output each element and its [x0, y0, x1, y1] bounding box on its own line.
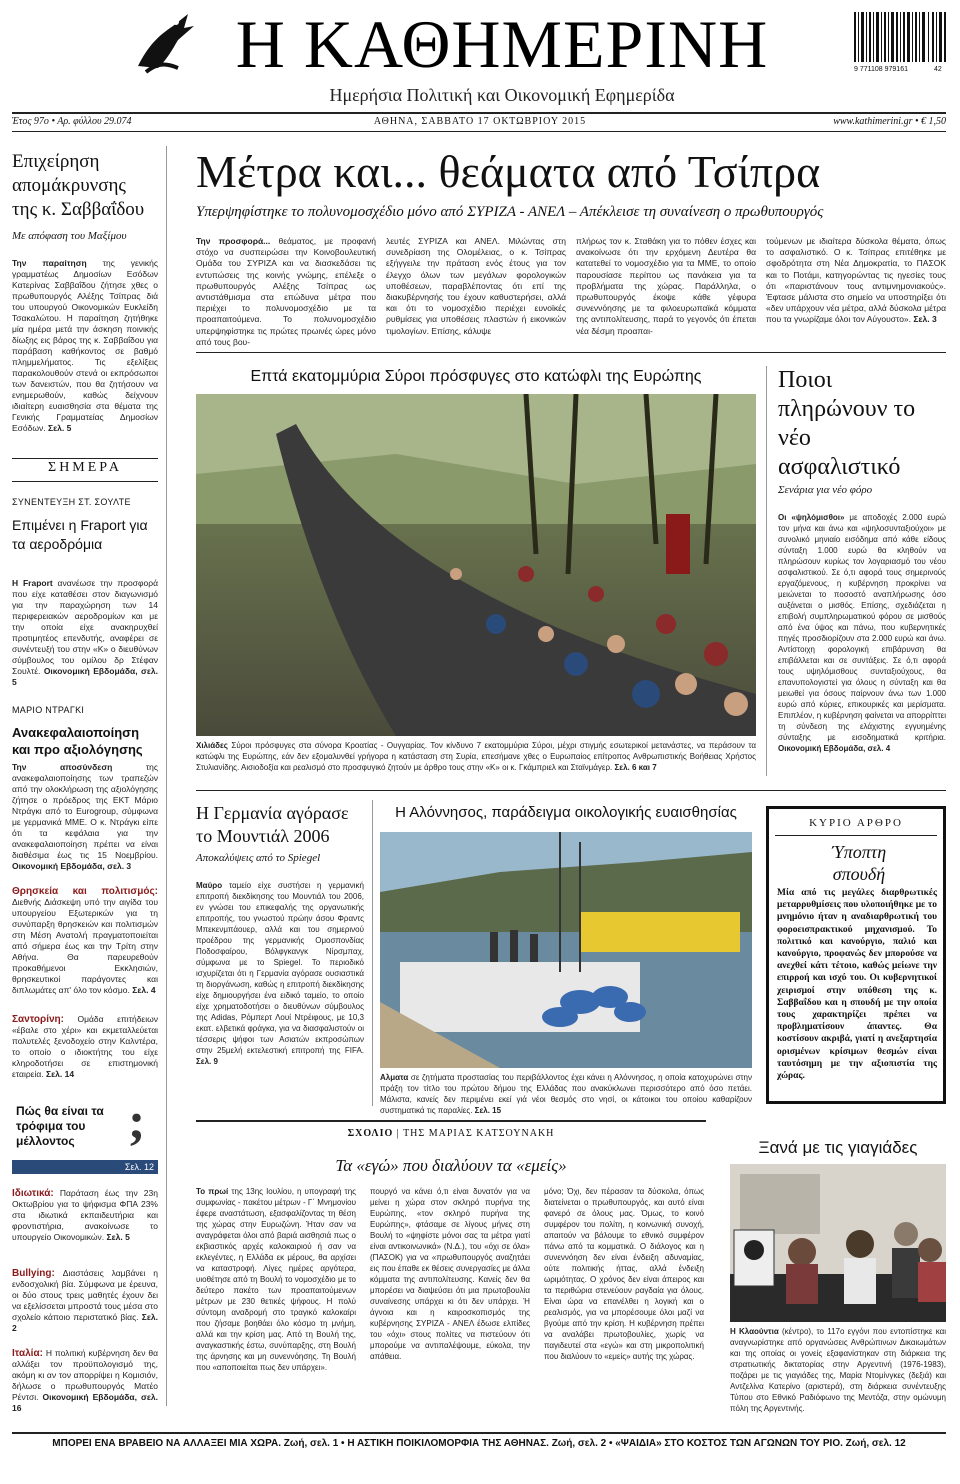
alonissos-caption — [380, 1072, 752, 1116]
comment-leadword: Το πρωί — [196, 1187, 229, 1196]
issue-number: Αρ. φύλλου 29.074 — [57, 116, 132, 127]
lb-bullet-2-text: Διαστάσεις λαμβάνει η ενδοσχολική βία. Σύμφωνα με έρευνα, οι δύο στους τρεις μαθητές έχουν δει να εξελίσσεται μπροστά τους μέσα στο σχολείο κάποιο περιστατικό βίας. — [12, 1268, 158, 1322]
today-item-2-lead: Την αποσύνδεση — [12, 762, 113, 772]
today-item-1-kicker: ΣΥΝΕΝΤΕΥΞΗ ΣΤ. ΣΟΥΛΤΕ — [12, 497, 131, 507]
germany-deck: Αποκαλύψεις από το Spiegel — [196, 852, 321, 864]
today-item-1-ref[interactable]: Οικονομική Εβδομάδα, σελ. 5 — [12, 666, 158, 687]
alonissos-caption-lead: Αλματα — [380, 1073, 409, 1082]
comment-col-3: μόνο; Όχι, δεν πέρασαν τα δύσκολα, όπως διατείνεται ο πρωθυπουργός, και αυτό είναι φανερό σε όλους μας. Όμως, το κοινό συμφέρον του πολίτη, η κοινωνική συνοχή, απαιτούν να βάλουμε το εθνικό συμφέρον πάνω από τα κομματικά. Ο διάλογος και η συνεννόηση δεν είναι ένδειξη αδυναμίας, ούτε πολιτικής ήττας, αλλά ένδειξη ωριμότητας. Ο χρόνος δεν είναι άπειρος και τα περιθώρια στενεύουν ραγδαία για όλους. Είναι ώρα να επανέλθει η λογική και ο ρεαλισμός, για να μπορέσουμε όλοι μαζί να βγούμε από την κρίση. Η κυβέρνηση πρέπει να αναλάβει πρωτοβουλίες, χωρίς να παγιδευτεί στα «εγώ» και στη μικροπολιτική που διαλύουν το «εμείς» αυτής της χώρας. — [544, 1187, 704, 1361]
masthead-subtitle: Ημερήσια Πολιτική και Οικονομική Εφημερίδα — [329, 85, 675, 105]
lb-bullet-2-title: Bullying: — [12, 1268, 55, 1279]
bullet-2-text: Ομάδα επιτήδειων «έβαλε στο χέρι» και εκμεταλλεύεται πολυτελές ξενοδοχείο στην Καλντέρα, το οποίο ο ιδιοκτήτης του είχε κληροδοτήσει σε επιστημονική εταιρεία. — [12, 1014, 158, 1079]
refugees-caption — [196, 740, 756, 773]
left-lead-leadword: Την παραίτηση — [12, 258, 87, 268]
grandmothers-caption-lead: Η Κλαούντια — [730, 1327, 779, 1336]
barcode — [854, 12, 946, 78]
alonissos-caption-text: σε ζητήματα προστασίας του περιβάλλοντος έχει κάνει η Αλόννησος, η οποία κατοχυρώνει στην πράξη τον τίτλο του πρώτου δήμου της Ελλάδας που ανακύκλωνει περισσότερο από όσο πετάει. Μάλιστα, κανείς δεν περιμένει εκεί γιά νέοι θεσμός στο νησί, οι κάτοικοι του οποίου καθαρίζουν συστηματικά τις παραλίες. — [380, 1073, 752, 1115]
editorial-title[interactable]: Ύποπτη σπουδή — [831, 842, 887, 884]
insurance-ref[interactable]: Οικονομική Εβδομάδα, σελ. 4 — [778, 744, 891, 753]
footer-teasers[interactable]: ΜΠΟΡΕΙ ΕΝΑ ΒΡΑΒΕΙΟ ΝΑ ΑΛΛΑΞΕΙ ΜΙΑ ΧΩΡΑ. Ζωή, σελ. 1 • Η ΑΣΤΙΚΗ ΠΟΙΚΙΛΟΜΟΡΦΙΑ ΤΗΣ ΑΘΗΝΑΣ. Ζωή, σελ. 2 • «ΨΑΙΔΙΑ» ΣΤΟ ΚΟΣΤΟΣ ΤΩΝ ΑΓΩΝΩΝ ΤΟΥ ΡΙΟ. Ζωή, σελ. 12 — [52, 1438, 906, 1449]
comment-header: ΣΧΟΛΙΟ | ΤΗΣ ΜΑΡΙΑΣ ΚΑΤΣΟΥΝΑΚΗ — [347, 1128, 555, 1139]
today-bullet-1 — [12, 886, 158, 996]
left-bottom-bullet-3 — [12, 1348, 158, 1414]
refugees-headline[interactable]: Επτά εκατομμύρια Σύροι πρόσφυγες στο κατώφλι της Ευρώπης — [250, 368, 702, 385]
bullet-2-title: Σαντορίνη: — [12, 1014, 64, 1025]
lb-bullet-1-text: Παράταση έως την 23η Οκτωβρίου για το ψήφισμα ΦΠΑ 23% στα ιδιωτικά εκπαιδευτήρια και φροντιστήρια, ανακοίνωσε το υπουργείο Οικονομικών. — [12, 1188, 158, 1242]
today-bullet-2 — [12, 1014, 158, 1080]
left-bottom-bullet-1 — [12, 1188, 158, 1243]
grandmothers-photo — [730, 1164, 946, 1322]
main-col-2: λευτές ΣΥΡΙΖΑ και ΑΝΕΛ. Μιλώντας στη συνεδρίαση της Ολομέλειας, ο κ. Τσίπρας εξήγγειλε την πράταση ενός έτους για τον έλεγχο όλων των μεγάλων φορολογικών υποθέσεων, παραβλέποντας ότι επί της διακυβέρνησής του έχουν καθυστερήσει, αλλά και ότι το νομοσχέδιο περιέχει ευνοϊκές ρυθμίσεις για υποθέσεις πλαστών ή εικονικών τιμολογίων. Επίσης, κάλυψε — [386, 236, 566, 336]
comment-col-1-text: της 13ης Ιουλίου, η υπογραφή της συμφωνίας - πακέτου μέτρων - Γ΄ Μνημονίου έφερε αναστάτωση, εξασφαλίζοντας τη θέση της χώρας στην Ευρωζώνη. Ήταν σαν να αναγράφεται όλοι από βαριά αισθησιά πως ο εκβιαστικός αρχές καλοκαιριού ή σαν να εκλεγέντες, η Ελλάδα εκ μέρους, θα αρχίσει να καταστροφή. Λίγες ημέρες αργότερα, υιοθέτησε από τη Βουλή το νομοσχέδιο με το δεύτερο πακέτο των προαπαιτούμενων μέτρων με 230 θετικές ψήφους. Η πολύ σύντομη αναδρομή στο τραγικό καλοκαίρι που ζήσαμε βοηθάει όλο κόσμο τη μνήμη, αλλά και την κρίση μας. Από τη Βουλή της, αναγκαστικής έστω, συνύπαρξης, στη Βουλή της άρνησης και μη συνεννόησης. Τη Βουλή που «αποποιείται πως δεν υπάρχει». — [196, 1187, 356, 1372]
left-bottom-bullet-2 — [12, 1268, 158, 1334]
today-item-1-title[interactable]: Επιμένει η Fraport για τα αεροδρόμια — [12, 517, 148, 552]
alonissos-headline[interactable]: Η Αλόννησος, παράδειγμα οικολογικής ευαισθησίας — [395, 804, 737, 821]
insurance-text: με αποδοχές 2.000 ευρώ τον μήνα και άνω και «ψηλοσυνταξιούχοι» με συνολικό μηνιαίο εισόδημα από κάθε είδους σύνταξη 1.000 ευρώ θα κληθούν να πληρώσουν κυρίως τον λογαριασμό του νέου ασφαλιστικού. Σε ό,τι αφορά τους σημερινούς εργαζόμενους, η κυβέρνηση προκρίνει να μειώνεται το ποσοστό αναπλήρωσης όσο αυξάνεται ο μισθός. Επίσης, σχεδιάζεται η επιβολή συμπληρωματικού φόρου σε μισθούς από ένα ύψος και πάνω, που κυβερνητικές πηγές προσδιορίζουν στα 2.000 ευρώ και άνω. Αντίστοιχη φορολογική επιβάρυνση θα επιβάλλεται και σε συντάξεις. Σε ό,τι αφορά τους υψηλόμισθους συνταξιούχους, θα επανυπολογιστεί για όλους η σύνταξη και θα μειωθεί για όσους παίρνουν άνω των 1.000 ευρώ από κύριες, επικουρικές και μερίσματα. Επιπλέον, η κυβέρνηση φαίνεται να απορρίπτει τη σύνδεση της ελάχιστης εγγυημένης σύνταξης με εισοδηματικά κριτήρια. — [778, 513, 946, 742]
main-col-1-text: θεάματος, με προφανή στόχο να συσπειρώσει την Κοινοβουλευτική Ομάδα του ΣΥΡΙΖΑ και να διασκεδάσει τις εντυπώσεις της κοινής γνώμης, επέλεξε ο πρωθυπουργός Αλέξης Τσίπρας ως αντιστάθμισμα στα επώδυνα μέτρα που περιέχει το πολυνομοσχέδιο με τα προαπαιτούμενα. Το πολυνομοσχέδιο υπερψηφίστηκε τις πρώτες πρωινές ώρες μόνο από τους βου- — [196, 236, 376, 347]
bullet-2-ref[interactable]: Σελ. 14 — [46, 1069, 75, 1079]
today-item-1-text: ανανέωσε την προσφορά που είχε καταθέσει στον διαγωνισμό για την παραχώρηση των 14 περιφερειακών αεροδρομίων και με την οποία είχε ανακηρυχθεί προτιμητέος επενδυτής, αναφέρει σε συνέντευξή του στην «Κ» ο διευθύνων σύμβουλος του ομίλου δρ Στέφαν Σουλτέ. — [12, 578, 158, 676]
grandmothers-photo-image — [730, 1164, 946, 1322]
editorial-body: Μία από τις μεγάλες διαρθρωτικές μεταρρυθμίσεις που υλοποιήθηκε με το μνημόνιο ήταν η αναδιαρθρωτική του φοροεισπρακτικού μηχανισμού. Το πολιτικό και κανούργιο, παλιό και κανούργιο, προφανώς δεν μπορούσε να ανεχθεί κάτι τέτοιο, καθώς μείωνε την επιρροή και ισχύ του. Οι κυβερνητικοί χειρισμοί στην υπόθεση της κ. Σαββαΐδου και η σπουδή με την οποία τους χαρακτηρίζει πρέπει να προβληματίσουν άπαντες. Θα κοστίσουν ακριβά, γιατί η ανεξαρτησία ορισμένων κρίσιμων θεσμών είναι ταυτόσημη με την αξιοπιστία της χώρας. — [777, 888, 937, 1082]
comment-col-1 — [196, 1186, 356, 1373]
price: € 1,50 — [921, 116, 946, 127]
lb-bullet-3-ref[interactable]: Οικονομική Εβδομάδα, σελ. 16 — [12, 1392, 158, 1413]
germany-ref[interactable]: Σελ. 9 — [196, 1057, 218, 1066]
germany-body — [196, 880, 364, 1067]
today-item-1-lead: Η Fraport — [12, 578, 53, 588]
main-col-4 — [766, 236, 946, 326]
today-item-2-body — [12, 762, 158, 872]
dateline: ΑΘΗΝΑ, ΣΑΒΒΑΤΟ 17 ΟΚΤΩΒΡΙΟΥ 2015 — [373, 116, 587, 127]
promo-food-ref: Σελ. 12 — [124, 1162, 154, 1172]
bullet-1-title: Θρησκεία και πολιτισμός: — [12, 886, 158, 897]
main-col-3: πλήρως τον κ. Σταθάκη για το πόθεν έσχες και ανακοίνωσε ότι την ερχόμενη Δευτέρα θα κατατεθεί το νομοσχέδιο για τα ΜΜΕ, το οποίο παρουσίασε περίπου ως πανάκεια για τα προβλήματα της χώρας. Παράλληλα, ο πρωθυπουργός έκοψε κάθε γέφυρα συνεννόησης με τα φιλοευρωπαϊκά κόμματα της αντιπολίτευσης, παρά το γεγονός ότι έπεται νέα δέσμη προαπαι- — [576, 236, 756, 336]
today-item-1-body — [12, 578, 158, 688]
main-col-4-text: τούμενων με ιδιαίτερα δύσκολα θέματα, όπως το ασφαλιστικό. Ο κ. Τσίπρας επιτέθηκε με σφοδρότητα στη Νέα Δημοκρατία, το ΠΑΣΟΚ και το Ποτάμι, κατηγορώντας τις ηγεσίες τους ότι «παριστάνουν τους αντιμνημονιακούς». Έφτασε μάλιστα στο σημείο να υποστηρίξει ότι «δεν υπάρχουν νέα μέτρα, αλλά δύσκολα μέτρα που τα γνωρίζαμε όλοι τον Αύγουστο». — [766, 236, 946, 325]
refugees-caption-text: Σύροι πρόσφυγες στα σύνορα Κροατίας - Ουγγαρίας. Τον κίνδυνο 7 εκατομμύρια Σύροι, μέχρι στιγμής εσωτερικοί μετανάστες, να περάσουν τα κατώφλι της Ευρώπης, εάν δεν εξομαλυνθεί γρήγορα η κατάσταση στη Συρία, επεσήμανε χθες ο Ευρωπαίος επίτροπος Ανθρωπιστικής Βοήθειας Χρήστος Στυλιανίδης. Αισιοδοξία και ρεαλισμό στο προσφυγικό ζητούν με άρθρο τους στην «Κ» οι κ. Γκάμπριελ και Σταϊνμάγερ. — [196, 741, 756, 772]
alonissos-ref[interactable]: Σελ. 15 — [474, 1106, 502, 1115]
refugees-ref[interactable]: Σελ. 6 και 7 — [614, 763, 657, 772]
today-item-2-kicker: ΜΑΡΙΟ ΝΤΡΑΓΚΙ — [12, 705, 85, 715]
site-price: www.kathimerini.gr • € 1,50 — [833, 116, 946, 127]
insurance-leadword: Οι «ψηλόμισθοι» — [778, 513, 845, 522]
barcode-number: 9 771108 979161 — [854, 66, 908, 73]
today-item-2-title[interactable]: Ανακεφαλαιοποίηση και προ αξιολόγησης — [12, 725, 143, 757]
germany-text: ταμείο είχε συστήσει η γερμανική επιτροπή διεκδίκησης του Μουντιάλ του 2006, εν γνώσει του επικεφαλής της οργανωτικής επιτροπής, του γνωστού πρώην άσου Φραντς Μπεκενμπάουερ, αλλά και του σημερινού προέδρου της γερμανικής Ομοσπονδίας Ποδοσφαίρου, Βόλφγκανγκ Νίρσμπαχ, σύμφωνα με το Spiegel. Το περιοδικό ισχυρίζεται ότι η Γερμανία αγόρασε ουσιαστικά τη διοργάνωση, καθώς η επιτροπή διεκδίκησης είχε δημιουργήσει ένα ειδικό ταμείο, το οποίο είχε χρηματοδοτήσει ο διευθύνων σύμβουλος της Adidas, Ρόμπερτ Λουί Ντρέιφους, με 10,3 εκατ. ελβετικά φράγκα, για να διασφαλιστούν οι τέσσερις ψήφοι των Ασιατών εκπροσώπων στην 25μελή εκτελεστική επιτροπή της FIFA. — [196, 881, 364, 1055]
main-ref[interactable]: Σελ. 3 — [913, 314, 937, 325]
bullet-1-ref[interactable]: Σελ. 4 — [132, 985, 156, 995]
alonissos-photo-image — [380, 832, 752, 1068]
comment-label: ΣΧΟΛΙΟ — [347, 1128, 394, 1139]
today-header: ΣΗΜΕΡΑ — [48, 460, 122, 475]
main-leadword: Την προσφορά... — [196, 236, 271, 246]
griffin-emblem-icon — [128, 6, 200, 78]
grandmothers-caption — [730, 1326, 946, 1414]
refugees-photo-image — [196, 394, 756, 736]
promo-food[interactable] — [12, 1093, 158, 1176]
today-item-2-ref[interactable]: Οικονομική Εβδομάδα, σελ. 3 — [12, 861, 132, 871]
lb-bullet-1-ref[interactable]: Σελ. 5 — [106, 1232, 130, 1242]
barcode-issue: 42 — [934, 66, 942, 73]
left-lead-ref[interactable]: Σελ. 5 — [48, 423, 72, 433]
promo-food-text: Πώς θα είναι τα τρόφιμα του μέλλοντος — [16, 1104, 104, 1148]
comment-title[interactable]: Τα «εγώ» που διαλύουν τα «εμείς» — [335, 1156, 567, 1175]
insurance-body — [778, 512, 946, 754]
main-headline[interactable]: Μέτρα και... θεάματα από Τσίπρα — [196, 146, 821, 197]
today-item-2-text: της ανακεφαλαιοποίησης των τραπεζών από την ολοκλήρωση της αξιολόγησης ζήτησε ο πρόεδρος της ΕΚΤ Μάριο Ντράγκι από το Eurogroup, σύμφωνα με γερμανικά ΜΜΕ. Ο κ. Ντράγκι είπε ότι τα κεφάλαια για την ανακεφαλαιοποίηση πρέπει να είναι διαθέσιμα έως τις 15 Νοεμβρίου. — [12, 762, 158, 860]
refugees-caption-lead: Χιλιάδες — [196, 741, 228, 750]
issue-year: Έτος 97ο • Αρ. φύλλου 29.074 — [12, 116, 132, 127]
editorial-box — [766, 806, 946, 1104]
masthead-title: Η ΚΑΘΗΜΕΡΙΝΗ — [235, 6, 769, 82]
main-col-1 — [196, 236, 376, 348]
main-deck: Υπερψηφίστηκε το πολυνομοσχέδιο μόνο από ΣΥΡΙΖΑ - ΑΝΕΛ – Απέκλεισε τη συναίνεση ο πρωθυπουργός — [196, 204, 824, 220]
semicolon-icon: ; — [128, 1093, 146, 1150]
germany-headline[interactable]: Η Γερμανία αγόρασε το Μουντιάλ 2006 — [196, 803, 349, 846]
lb-bullet-3-title: Ιταλία: — [12, 1348, 43, 1359]
lb-bullet-2-ref[interactable]: Σελ. 2 — [12, 1312, 158, 1333]
grandmothers-headline[interactable]: Ξανά με τις γιαγιάδες — [758, 1138, 918, 1157]
insurance-headline[interactable]: Ποιοι πληρώνουν το νέο ασφαλιστικό — [778, 367, 916, 480]
alonissos-photo — [380, 832, 752, 1068]
masthead-logo — [128, 6, 200, 78]
year-label: Έτος 97ο — [12, 116, 49, 127]
left-lead-body — [12, 258, 158, 434]
left-lead-text: της γενικής γραμματέως Δημοσίων Εσόδων Κατερίνας Σαββαΐδου ζήτησε χθες ο πρωθυπουργός Αλέξης Τσίπρας διά του υπουργού Οικονομικών Ευκλείδη Τσακαλώτου. Η παραίτηση ζητήθηκε μία ημέρα μετά την άσκηση ποινικής δίωξης εις βάρος της κ. Σαββαΐδου για παράβαση καθήκοντος σε βαθμό πλημμελήματος. Τις εξελίξεις παρακολουθούν στενά οι εκπρόσωποι των δανειστών, που θα ζητήσουν να ενημερωθούν, καθώς δείχνουν ιδιαίτερη ευαισθησία στα θέματα της Γενικής Γραμματείας Δημοσίων Εσόδων. — [12, 258, 158, 433]
editorial-label: ΚΥΡΙΟ ΑΡΘΡΟ — [809, 817, 903, 829]
bullet-1-text: Διεθνής Διάσκεψη υπό την αιγίδα του υπουργείου Εξωτερικών για τη συνύπαρξη θρησκειών και πολιτισμών στη Μέση Ανατολή πραγματοποιείται από σήμερα έως και την Τρίτη στην Αθήνα. Θα παρευρεθούν προκαθήμενοι Εκκλησιών, θρησκευτικοί παράγοντες και διπλωμάτες απ' όλο τον κόσμο. — [12, 897, 158, 995]
left-lead-deck: Με απόφαση του Μαξίμου — [12, 230, 127, 242]
refugees-photo — [196, 394, 756, 736]
lb-bullet-3-text: Η πολιτική κυβέρνηση δεν θα αλλάξει τον προϋπολογισμό της, ακόμη κι αν τον απορρίψει η Κομισιόν, δήλωσε ο πρωθυπουργός Ματέο Ρέντσι. — [12, 1348, 158, 1402]
grandmothers-caption-text: (κέντρο), το 117ο εγγόνι που εντοπίστηκε και αναγνωρίστηκε από οργανώσεις Ανθρώπινων Δικαιωμάτων και της οποίας οι γονείς εξαφανίστηκαν στη διάρκεια της στρατιωτικής δικτατορίας στην Αργεντινή (1976-1983), ποζάρει με τις γιαγιάδες της, Μαρία Ντομίνγκες (δεξιά) και Αντζελίνα Κατερίνο (αριστερά), στη διάρκεια συνέντευξης Τύπου στο Εθνικό Ραδιόφωνο της Μεντόζα, στην ομώνυμη πόλη της Αργεντινής. — [730, 1327, 947, 1413]
lb-bullet-1-title: Ιδιωτικά: — [12, 1188, 54, 1199]
left-lead-headline[interactable]: Επιχείρηση απομάκρυνσης της κ. Σαββαΐδου — [12, 151, 145, 220]
germany-leadword: Μαύρο — [196, 881, 223, 890]
comment-author: ΤΗΣ ΜΑΡΙΑΣ ΚΑΤΣΟΥΝΑΚΗ — [403, 1128, 555, 1139]
comment-col-2: πουργό να κάνει ό,τι είναι δυνατόν για να μείνει η χώρα στον σκληρό πυρήνα της Ευρώπης, «τον σκληρό πυρήνα της Ευρώπης», φτάσαμε σε λίγους μήνες στη Βουλή το «ψηφίστε μόνοι σας τα μέτρα γιατί είναι αντικοινωνικά» (Ν.Δ.), του «όχι σε όλα» (ΠΑΣΟΚ) για να «πρωθυπουργός αναζητάει εις που έπαθε εκ θέσεις συνεργασίες με άλλα κόμματα της αντιπολίτευσης. Κανείς δεν θα μπορέσει να διαψεύσει ότι μια πρωτοβουλία συναίνεσης υπάρχει κι ότι δεν υπάρχει. Ή άγνοια και η καιροσκοπισμός της κυβέρνησης ΣΥΡΙΖΑ - ΑΝΕΛ έδωσε ελπίδες του «όχι» στους πολίτες να πιστεύουν ότι μπορούμε να αντιπαλέψουμε, εύκολα, την απάθεια. — [370, 1187, 530, 1361]
website-link[interactable]: www.kathimerini.gr — [833, 116, 913, 127]
barcode-image — [854, 12, 946, 68]
promo-food-ref-bar[interactable] — [12, 1160, 158, 1174]
insurance-deck: Σενάρια για νέο φόρο — [778, 484, 873, 496]
